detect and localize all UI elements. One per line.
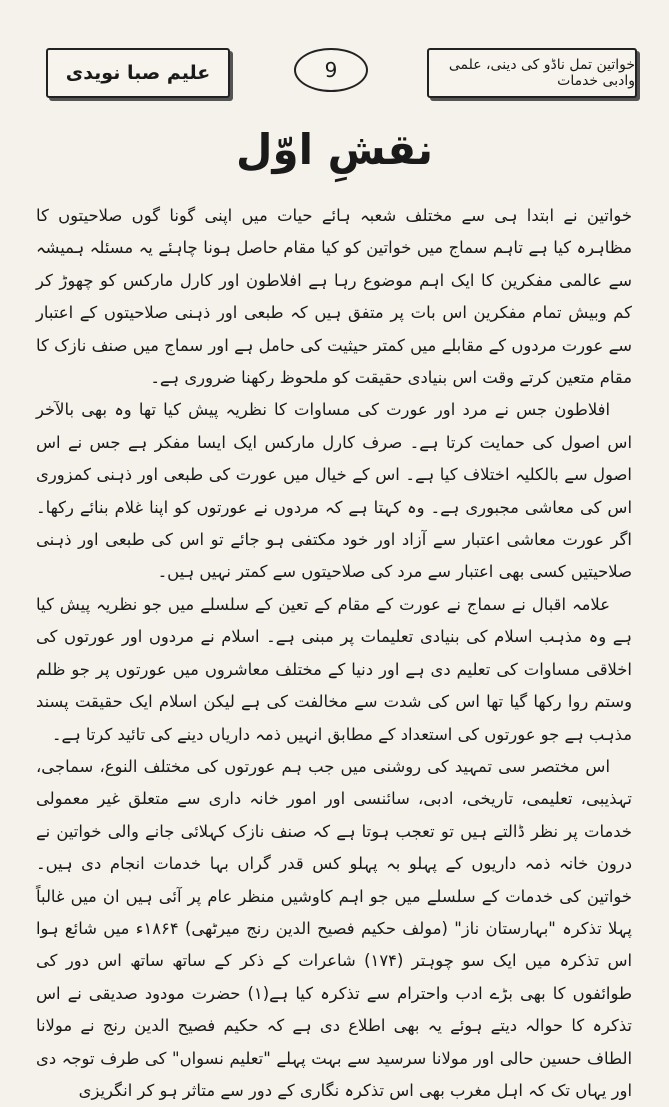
page-number-text: 9 [324,58,338,82]
author-box [46,48,230,98]
paragraph: خواتین نے ابتدا ہی سے مختلف شعبہ ہائے حیات میں اپنی گونا گوں صلاحیتوں کا مظاہرہ کیا ہے تاہم سماج میں خواتین کو کیا مقام حاصل ہونا چاہئے یہ مسئلہ ہمیشہ سے عالمی مفکرین کا ایک اہم موضوع رہا ہے افلاطون اور کارل مارکس کو چھوڑ کر کم وبیش تمام مفکرین اس بات پر متفق ہیں کہ طبعی اور ذہنی صلاحیتوں کے اعتبار سے عورت مردوں کے مقابلے میں کمتر حیثیت کی حامل ہے اور سماج میں صنف نازک کا مقام متعین کرتے وقت اس بنیادی حقیقت کو ملحوظ رکھنا ضروری ہے۔ [36,206,632,388]
paragraph: افلاطون جس نے مرد اور عورت کی مساوات کا نظریہ پیش کیا تھا وہ بھی بالآخر اس اصول کی حمایت کرتا ہے۔ صرف کارل مارکس ایک ایسا مفکر ہے جس نے اس اصول سے بالکلیہ اختلاف کیا ہے۔ اس کے خیال میں عورت کی طبعی اور ذہنی کمزوری اس کی معاشی مجبوری ہے۔ وہ کہتا ہے کہ مردوں نے عورتوں کو اپنا غلام بنائے رکھا۔ اگر عورت معاشی اعتبار سے آزاد اور خود مکتفی ہو جائے تو اس کی طبعی اور ذہنی صلاحیتیں کسی بھی اعتبار سے مرد کی صلاحیتوں سے کمتر نہیں ہیں۔ [36,400,632,582]
paragraph: علامہ اقبال نے سماج نے عورت کے مقام کے تعین کے سلسلے میں جو نظریہ پیش کیا ہے وہ مذہب اسلام کی بنیادی تعلیمات پر مبنی ہے۔ اسلام نے مردوں اور عورتوں کی اخلاقی مساوات کی تعلیم دی ہے اور دنیا کے مختلف معاشروں میں عورتوں پر جو ظلم وستم روا رکھا گیا تھا اس کی شدت سے مخالفت کی ہے لیکن اسلام ایک حقیقت پسند مذہب ہے جو عورتوں کی استعداد کے مطابق انہیں ذمہ داریاں دینے کی تائید کرتا ہے۔ [36,594,632,744]
book-title: خواتین تمل ناڈو کی دینی، علمی وادبی خدمات [448,57,635,89]
page-number [294,48,368,92]
chapter-title: نقشِ اوّل [236,125,433,174]
paragraph: اس مختصر سی تمہید کی روشنی میں جب ہم عورتوں کی مختلف النوع، سماجی، تہذیبی، تعلیمی، تاریخی، ادبی، سائنسی اور امور خانہ داری سے متعلق غیر معمولی خدمات پر نظر ڈالتے ہیں تو تعجب ہوتا ہے کہ صنف نازک کہلائی جانے والی خواتین نے درون خانہ ذمہ داریوں کے پہلو بہ پہلو کس قدر گراں بہا خدمات انجام دی ہیں۔ خواتین کی خدمات کے سلسلے میں جو اہم کاوشیں منظر عام پر آئی ہیں ان میں غالباً پہلا تذکرہ "بہارستان ناز" (مولف حکیم فصیح الدین رنج میرٹھی) ۱۸۶۴ء میں شائع ہوا اس تذکرہ میں ایک سو چوہتر (۱۷۴) شاعرات کے ذکر کے ساتھ ساتھ اس دور کی طوائفوں کا بھی بڑے ادب واحترام سے تذکرہ کیا ہے(۱) حضرت مودود صدیقی نے اس تذکرہ کا حوالہ دیتے ہوئے یہ بھی اطلاع دی ہے کہ حکیم فصیح الدین رنج نے مولانا الطاف حسین حالی اور مولانا سرسید سے بہت پہلے "تعلیم نسواں" کی طرف توجہ دی اور یہاں تک کہ اہل مغرب بھی اس تذکرہ نگاری کے دور سے متاثر ہو کر انگریزی [36,756,633,1100]
book-title-box [427,48,637,98]
page-header [0,40,669,110]
body-text [36,200,632,1107]
author-name: علیم صبا نویدی [65,62,211,84]
